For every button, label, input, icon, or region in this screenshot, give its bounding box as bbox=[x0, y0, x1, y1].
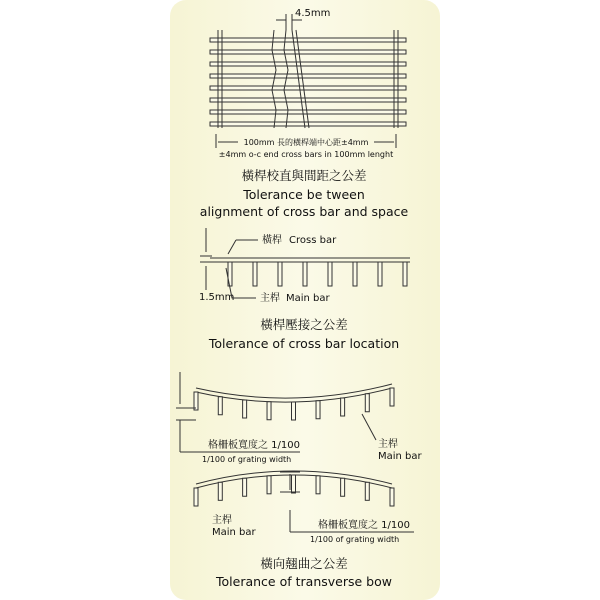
bow-main-bar bbox=[194, 488, 198, 506]
cross-bar bbox=[210, 62, 406, 66]
bow-main-bar bbox=[267, 476, 271, 494]
bow-main-bar bbox=[243, 478, 247, 496]
section3-title-en: Tolerance of transverse bow bbox=[216, 574, 392, 589]
cross-bar-location-view bbox=[199, 228, 410, 304]
main-bar bbox=[253, 262, 257, 286]
main-bar bbox=[403, 262, 407, 286]
cross-bar bbox=[210, 98, 406, 102]
section1-title-en-2: alignment of cross bar and space bbox=[199, 204, 409, 219]
main-bar bbox=[278, 262, 282, 286]
bow-up-arc-outer bbox=[196, 384, 392, 398]
section2-title-en: Tolerance of cross bar location bbox=[208, 336, 400, 351]
bow-main-bar bbox=[292, 402, 296, 420]
bow-main-bar bbox=[243, 400, 247, 418]
width-label-zh-1: 格柵板寬度之 1/100 bbox=[208, 440, 300, 451]
width-label-zh-2: 格柵板寬度之 1/100 bbox=[318, 520, 410, 531]
bow-main-bar bbox=[194, 392, 198, 410]
cross-bar-label-en: Cross bar bbox=[289, 235, 337, 246]
bow-main-bar bbox=[292, 475, 296, 493]
main-bar-label-en-1: Main bar bbox=[378, 451, 422, 462]
main-bar-leader-1 bbox=[362, 414, 376, 440]
main-bar-label-en-2: Main bar bbox=[212, 527, 256, 538]
bow-main-bar bbox=[218, 482, 222, 500]
note-en: ±4mm o-c end cross bars in 100mm lenght bbox=[218, 150, 394, 159]
bow-main-bar bbox=[316, 401, 320, 419]
bow-up-arc-inner bbox=[196, 388, 392, 402]
bow-down-main-bars bbox=[194, 475, 394, 506]
note-zh: 100mm 長的橫桿端中心距±4mm bbox=[243, 138, 369, 147]
bow-main-bar bbox=[267, 402, 271, 420]
cross-bar-leader bbox=[228, 240, 236, 254]
cross-bar bbox=[210, 50, 406, 54]
cross-bar bbox=[210, 74, 406, 78]
main-bars bbox=[228, 262, 407, 286]
main-bar bbox=[353, 262, 357, 286]
bow-up-main-bars bbox=[194, 388, 394, 420]
width-label-en-2: 1/100 of grating width bbox=[310, 535, 400, 544]
main-bar-label-zh: 主桿 bbox=[260, 293, 280, 304]
main-bar-label-en: Main bar bbox=[286, 293, 330, 304]
bow-main-bar bbox=[365, 394, 369, 412]
section2-title-zh: 橫桿壓接之公差 bbox=[260, 317, 348, 332]
cross-bar bbox=[210, 86, 406, 90]
grating-plan-view bbox=[210, 8, 406, 159]
main-bar bbox=[328, 262, 332, 286]
main-bar-label-zh-2: 主桿 bbox=[212, 515, 232, 526]
bow-main-bar bbox=[316, 476, 320, 494]
section1-title-en-1: Tolerance be tween bbox=[243, 187, 365, 202]
bow-main-bar bbox=[218, 397, 222, 415]
section1-title-zh: 橫桿校直與間距之公差 bbox=[241, 168, 367, 183]
bow-main-bar bbox=[341, 398, 345, 416]
transverse-bow-down-view bbox=[194, 471, 414, 544]
main-bar bbox=[303, 262, 307, 286]
main-bar bbox=[378, 262, 382, 286]
cross-bar-label-zh: 橫桿 bbox=[262, 235, 282, 246]
bow-main-bar bbox=[390, 488, 394, 506]
dimension-4-5mm: 4.5mm bbox=[295, 8, 331, 19]
bow-main-bar bbox=[365, 482, 369, 500]
section3-title-zh: 橫向翹曲之公差 bbox=[260, 556, 348, 571]
bow-main-bar bbox=[390, 388, 394, 406]
dimension-1-5mm: 1.5mm bbox=[199, 292, 235, 303]
transverse-bow-up-view bbox=[176, 372, 423, 464]
cross-bar bbox=[210, 38, 406, 42]
bow-main-bar bbox=[341, 478, 345, 496]
width-label-en-1: 1/100 of grating width bbox=[202, 455, 292, 464]
cross-bars bbox=[210, 38, 406, 126]
cross-bar bbox=[210, 110, 406, 114]
main-bar-label-zh-1: 主桿 bbox=[378, 439, 398, 450]
